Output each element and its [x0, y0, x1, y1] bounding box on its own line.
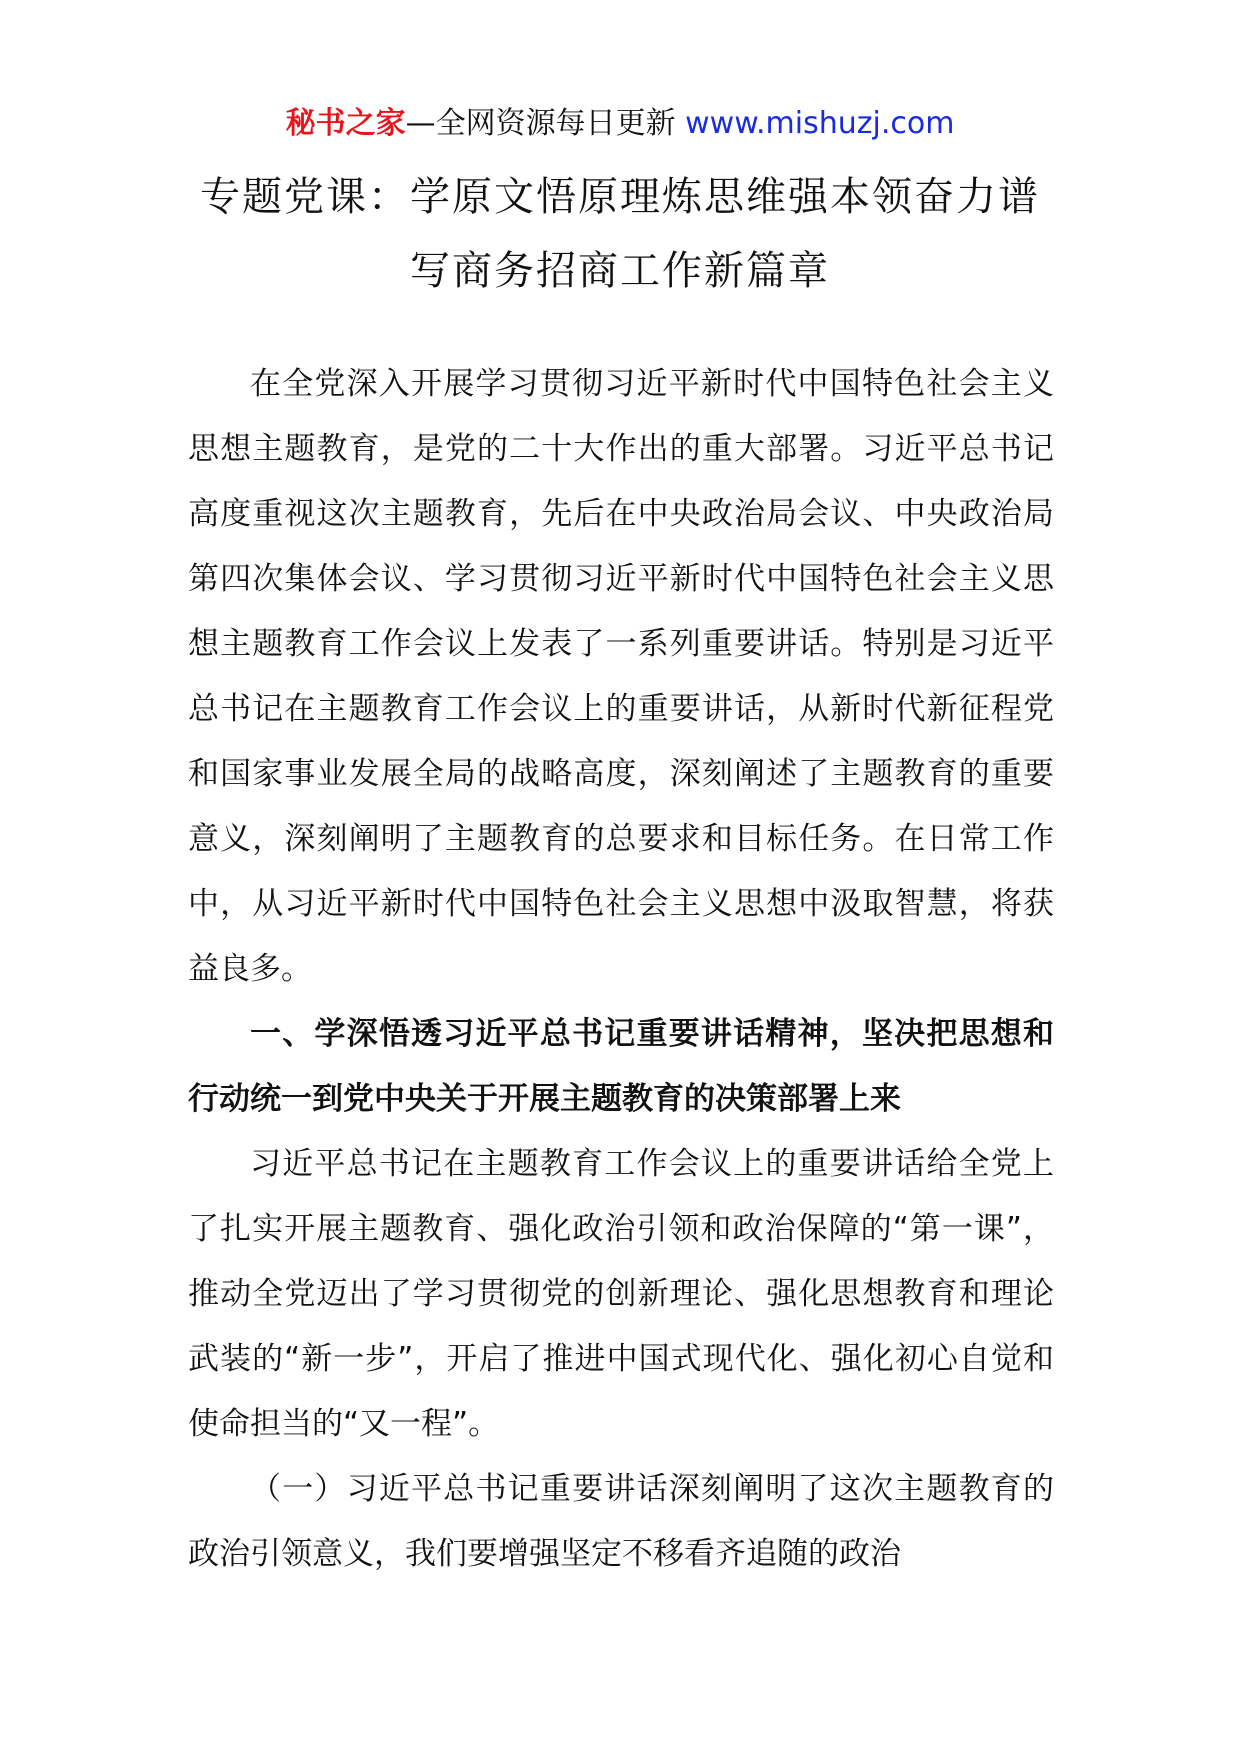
- section-heading-1: 一、学深悟透习近平总书记重要讲话精神，坚决把思想和行动统一到党中央关于开展主题教育的决策部署上来: [188, 1016, 1054, 1117]
- document-title: [150, 160, 1090, 308]
- body-paragraph-2: 习近平总书记在主题教育工作会议上的重要讲话给全党上了扎实开展主题教育、强化政治引领和政治保障的“第一课”，推动全党迈出了学习贯彻党的创新理论、强化思想教育和理论武装的“新一步”，开启了推进中国式现代化、强化初心自觉和使命担当的“又一程”。: [188, 1146, 1054, 1442]
- body-paragraph-3: （一）习近平总书记重要讲话深刻阐明了这次主题教育的政治引领意义，我们要增强坚定不移看齐追随的政治: [188, 1471, 1054, 1572]
- title-line-2: 写商务招商工作新篇章: [410, 248, 830, 294]
- title-line-1: 专题党课：学原文悟原理炼思维强本领奋力谱: [200, 174, 1040, 220]
- site-header: [0, 98, 1240, 150]
- header-slogan: —全网资源每日更新: [405, 106, 686, 141]
- brand-name: 秘书之家: [285, 106, 406, 141]
- body-paragraph-intro: 在全党深入开展学习贯彻习近平新时代中国特色社会主义思想主题教育，是党的二十大作出的重大部署。习近平总书记高度重视这次主题教育，先后在中央政治局会议、中央政治局第四次集体会议、学习贯彻习近平新时代中国特色社会主义思想主题教育工作会议上发表了一系列重要讲话。特别是习近平总书记在主题教育工作会议上的重要讲话，从新时代新征程党和国家事业发展全局的战略高度，深刻阐述了主题教育的重要意义，深刻阐明了主题教育的总要求和目标任务。在日常工作中，从习近平新时代中国特色社会主义思想中汲取智慧，将获益良多。: [188, 366, 1054, 987]
- site-url-link[interactable]: www.mishuzj.com: [685, 106, 955, 141]
- document-body: [188, 352, 1054, 1587]
